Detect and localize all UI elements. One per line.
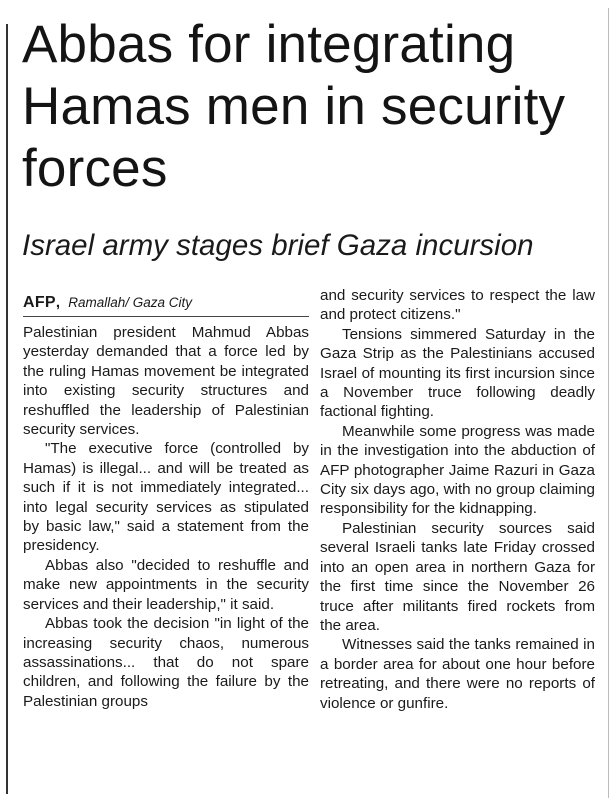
paragraph: "The executive force (controlled by Hamas) is illegal... and will be treated as such if it is not immediately integrated... into legal security services as stipulated by basic law," said a statement from the presidency. [23,440,309,555]
paragraph: Palestinian security sources said several Israeli tanks late Friday crossed into an open area in northern Gaza for the first time since the November 26 truce after militants fired rockets from the area. [320,519,595,634]
byline-agency: AFP [23,294,56,311]
article-column-1 [23,323,309,711]
right-page-edge [608,8,609,798]
headline: Abbas for integrating Hamas men in security forces [22,15,566,198]
left-column-rule [6,24,8,794]
subheadline: Israel army stages brief Gaza incursion [22,229,534,262]
paragraph: Abbas took the decision "in light of the increasing security chaos, numerous assassinations... that do not spare children, and following the failure by the Palestinian groups [23,615,309,710]
paragraph: Tensions simmered Saturday in the Gaza Strip as the Palestinians accused Israel of mounting its first incursion since a November truce following deadly factional fighting. [320,325,595,421]
paragraph: Palestinian president Mahmud Abbas yesterday demanded that a force led by the ruling Hamas movement be integrated into existing security structures and reshuffled the leadership of Palestinian security services. [23,324,309,439]
paragraph: Witnesses said the tanks remained in a border area for about one hour before retreating, and there were no reports of violence or gunfire. [320,636,595,712]
byline-separator: , [55,294,61,311]
paragraph: and security services to respect the law and protect citizens." [320,287,595,324]
paragraph: Meanwhile some progress was made in the investigation into the abduction of AFP photographer Jaime Razuri in Gaza City six days ago, with no group claiming responsibility for the kidnapping. [320,422,595,518]
article-column-2 [320,286,595,713]
byline-location: Ramallah/ Gaza City [68,295,193,310]
paragraph: Abbas also "decided to reshuffle and make new appointments in the security services and their leadership," it said. [23,556,309,613]
byline [23,290,309,317]
